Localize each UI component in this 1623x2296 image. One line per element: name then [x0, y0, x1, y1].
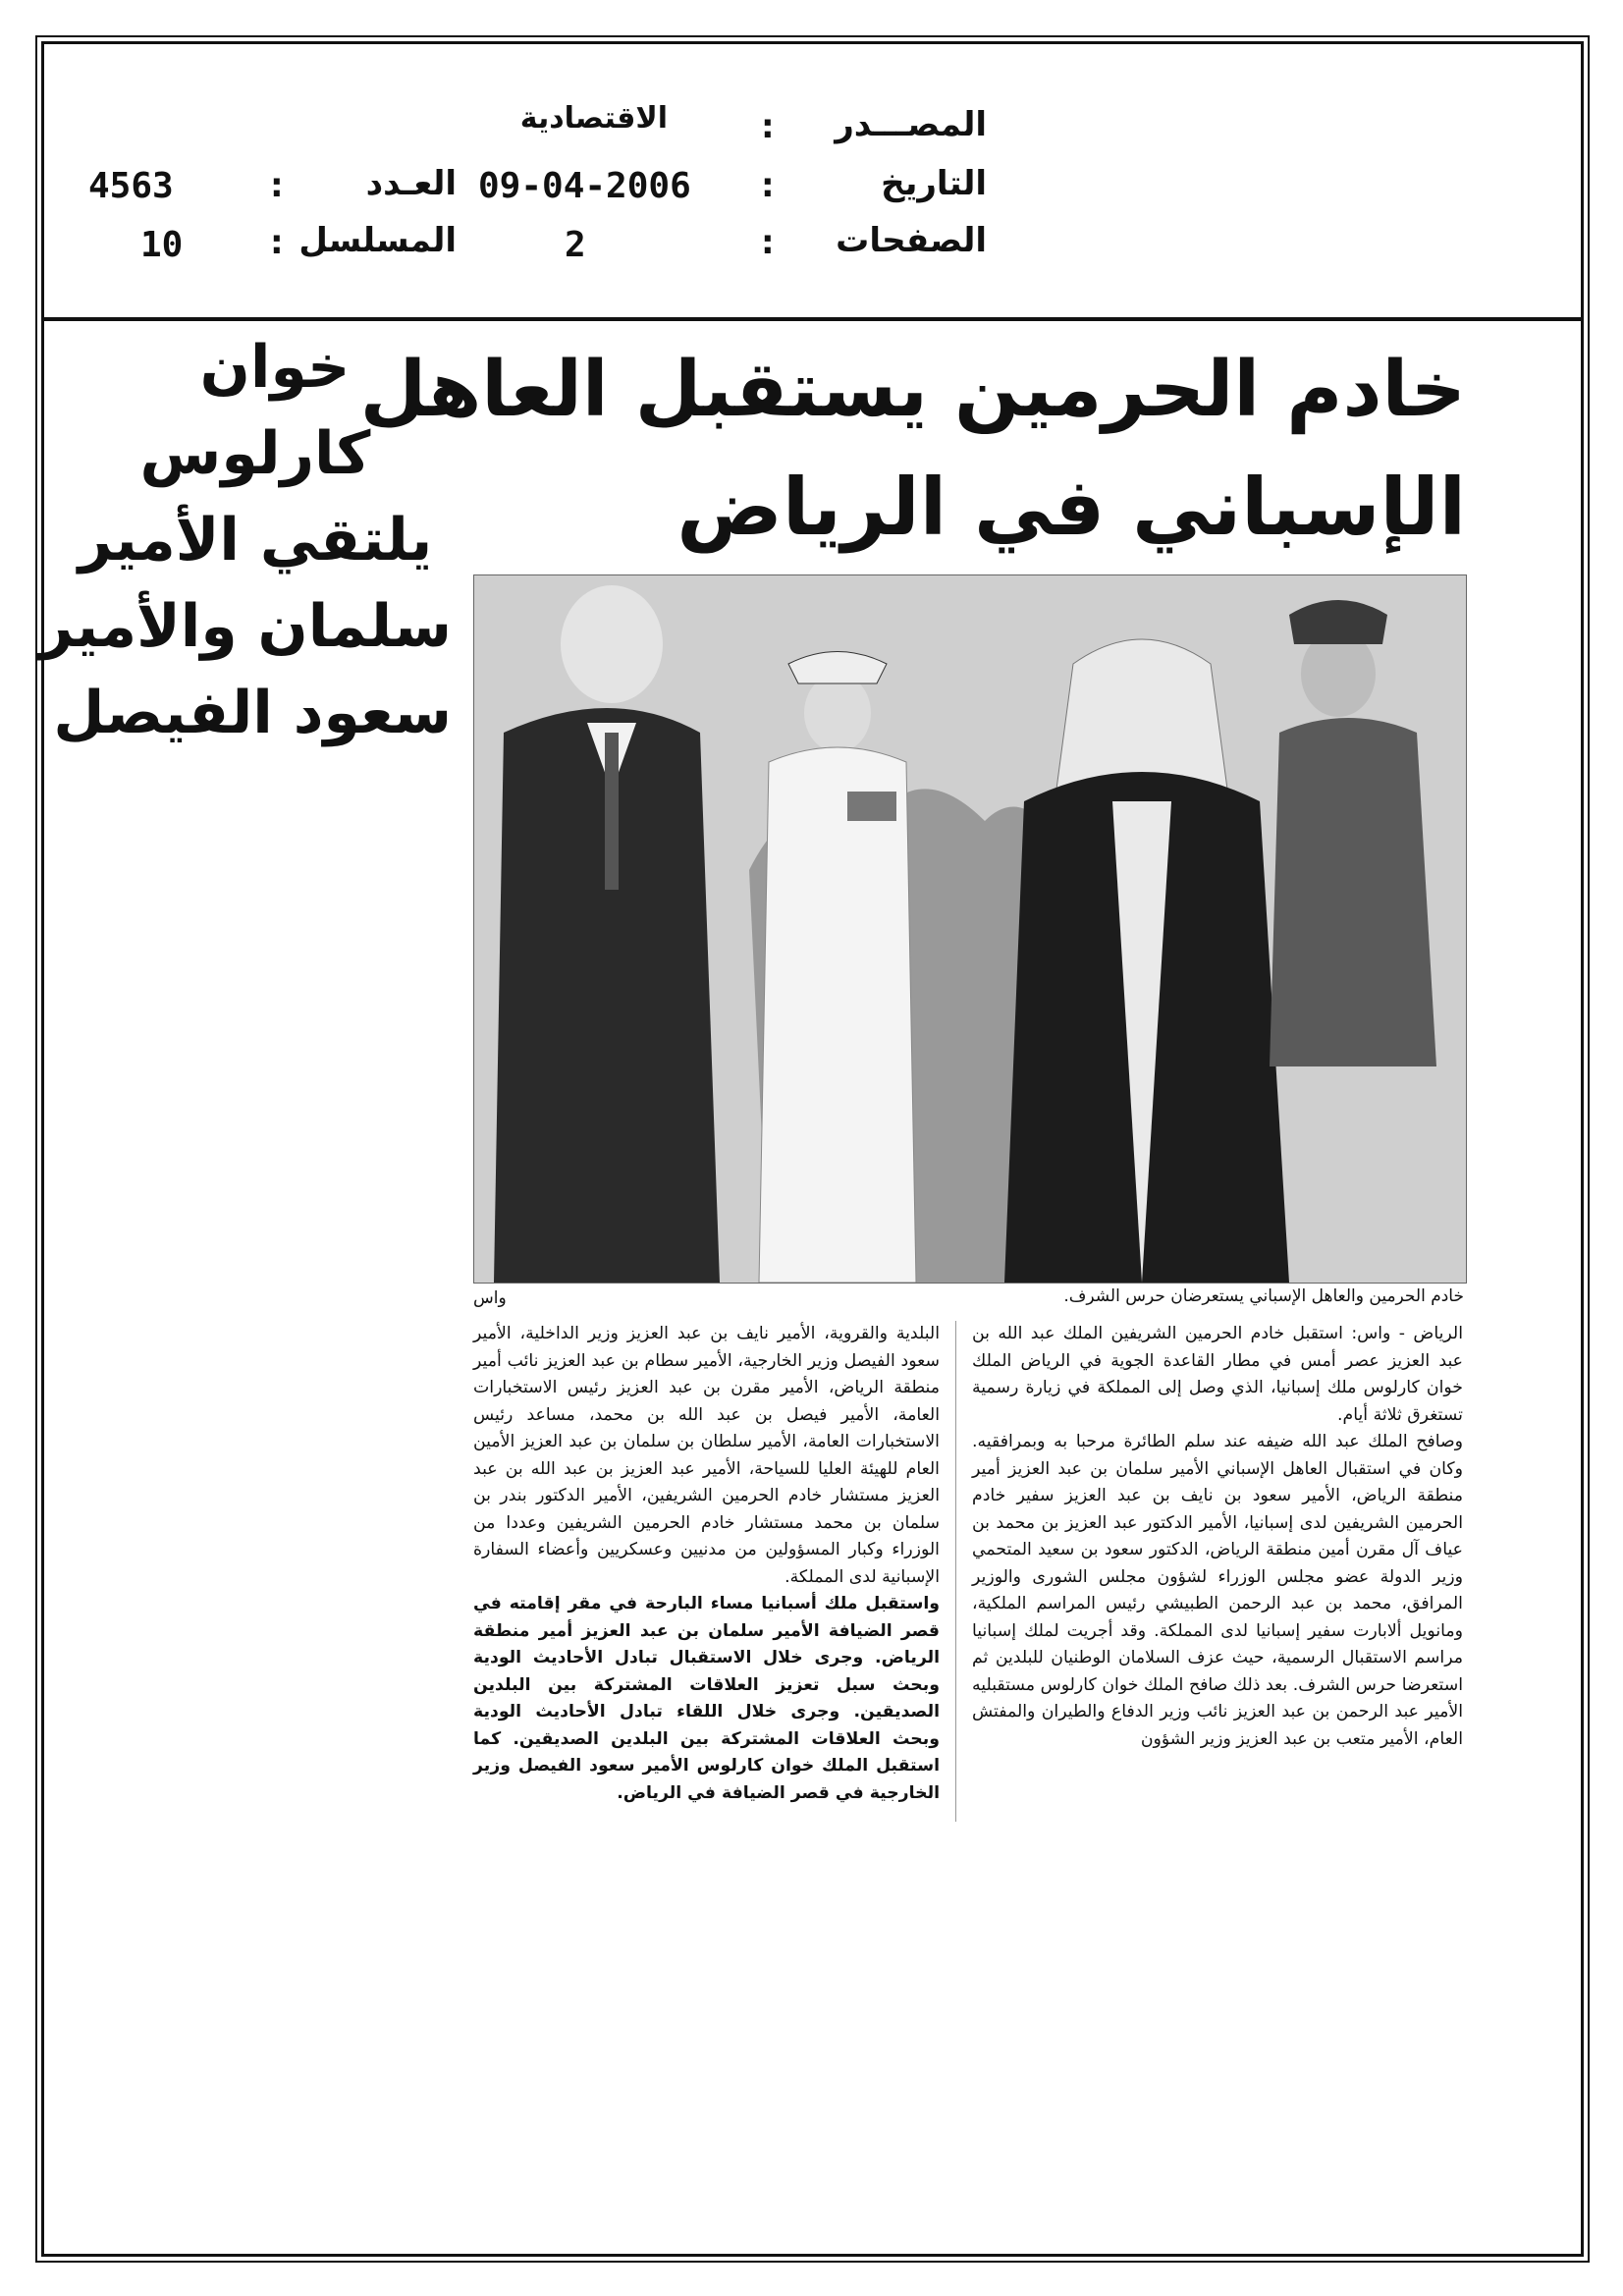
serial-colon: :	[270, 223, 284, 262]
side-title-line: سعود الفيصل	[53, 679, 452, 747]
article-column-left	[473, 1321, 940, 1807]
side-title-line: خوان	[199, 333, 351, 402]
paragraph: وصافح الملك عبد الله ضيفه عند سلم الطائرة مرحبا به وبمرافقيه. وكان في استقبال العاهل الإسباني الأمير سلمان بن عبد العزيز أمير منطقة الرياض، الأمير سعود بن نايف بن عبد العزيز سفير خادم الحرمين الشريفين لدى إسبانيا، الأمير الدكتور عبد العزيز بن محمد بن عياف آل مقرن أمين منطقة الرياض، الدكتور سعود بن سعيد المتحمي وزير الدولة عضو مجلس الوزراء لشؤون مجلس الشورى والوزير المرافق، محمد بن عبد الرحمن الطبيشي رئيس المراسم الملكية، ومانويل ألابارت سفير إسبانيا لدى المملكة. وقد أجريت لملك إسبانيا مراسم الاستقبال الرسمية، حيث عزف السلامان الوطنيان للبلدين ثم استعرضا حرس الشرف. بعد ذلك صافح الملك خوان كارلوس مستقبليه الأمير عبد الرحمن بن عبد العزيز نائب وزير الدفاع والطيران والمفتش العام، الأمير متعب بن عبد العزيز وزير الشؤون	[972, 1432, 1463, 1749]
headline-line-2: الإسباني في الرياض	[676, 462, 1466, 553]
article-column-right	[972, 1321, 1463, 1753]
source-value: الاقتصادية	[519, 101, 668, 136]
column-divider	[955, 1321, 956, 1822]
pages-value: 2	[565, 225, 586, 265]
side-title-line: سلمان والأمير	[39, 592, 452, 661]
serial-label: المسلسل	[298, 221, 457, 260]
pages-colon: :	[761, 223, 775, 262]
source-colon: :	[761, 107, 775, 146]
paragraph: الرياض - واس: استقبل خادم الحرمين الشريفين الملك عبد الله بن عبد العزيز عصر أمس في مطار القاعدة الجوية في الرياض الملك خوان كارلوس ملك إسبانيا، الذي وصل إلى المملكة في زيارة رسمية تستغرق ثلاثة أيام.	[972, 1324, 1463, 1425]
date-colon: :	[761, 166, 775, 205]
issue-label: العـدد	[365, 164, 457, 203]
side-title	[39, 324, 452, 756]
side-title-line: يلتقي الأمير	[78, 506, 433, 574]
date-label: التاريخ	[881, 164, 987, 203]
issue-value: 4563	[88, 166, 174, 206]
paragraph: البلدية والقروية، الأمير نايف بن عبد العزيز وزير الداخلية، الأمير سعود الفيصل وزير الخارجية، الأمير سطام بن عبد العزيز نائب أمير منطقة الرياض، الأمير مقرن بن عبد العزيز رئيس الاستخبارات العامة، الأمير فيصل بن عبد الله بن محمد، مساعد رئيس الاستخبارات العامة، الأمير سلطان بن سلمان بن عبد العزيز الأمين العام للهيئة العليا للسياحة، الأمير عبد العزيز بن عبد الله بن عبد العزيز مستشار خادم الحرمين الشريفين، الأمير الدكتور بندر بن سلمان بن محمد مستشار خادم الحرمين الشريفين وعددا من الوزراء وكبار المسؤولين من مدنيين وعسكريين وأعضاء السفارة الإسبانية لدى المملكة.	[473, 1324, 940, 1587]
paragraph: واستقبل ملك أسبانيا مساء البارحة في مقر إقامته في قصر الضيافة الأمير سلمان بن عبد العزيز أمير منطقة الرياض. وجرى خلال الاستقبال تبادل الأحاديث الودية وبحث سبل تعزيز العلاقات المشتركة بين البلدين الصديقين. وجرى خلال اللقاء تبادل الأحاديث الودية وبحث العلاقات المشتركة بين البلدين الصديقين. كما استقبل الملك خوان كارلوس الأمير سعود الفيصل وزير الخارجية في قصر الضيافة في الرياض.	[473, 1594, 940, 1803]
pages-label: الصفحات	[836, 221, 987, 260]
issue-colon: :	[270, 166, 284, 205]
date-value: 09-04-2006	[478, 166, 691, 206]
side-title-line: كارلوس	[139, 419, 371, 488]
photo-illustration	[474, 575, 1466, 1283]
source-label: المصـــدر	[835, 105, 987, 144]
news-photo	[473, 574, 1467, 1284]
headline-line-1: خادم الحرمين يستقبل العاهل	[359, 346, 1466, 434]
photo-caption: خادم الحرمين والعاهل الإسباني يستعرضان حرس الشرف.	[1063, 1286, 1464, 1306]
clipping-header	[44, 44, 1581, 321]
serial-value: 10	[140, 225, 184, 265]
photo-credit: واس	[473, 1288, 507, 1308]
